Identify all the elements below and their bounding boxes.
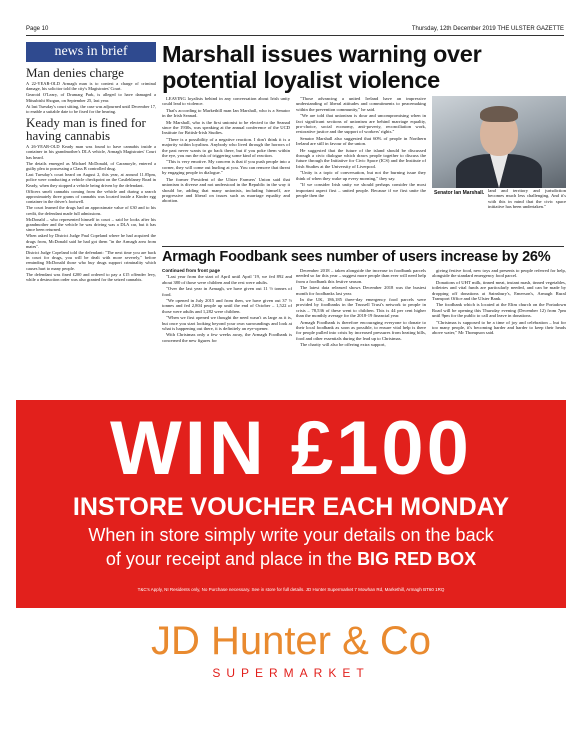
story-paragraph: "This is very emotive. My concern is that if you push people into a corner, they will come out hurling at you. You can remove that threat by engaging people in dialogue." (162, 159, 290, 176)
story-paragraph: "We are told that unionism is dour and uncompromising when in fact significant sections of unionism are behind marriage equality, pro-choice, social economy, anti-poverty, reconciliation work, restorative justice and the support of workers' rights." (296, 113, 426, 135)
logo-name: JD Hunter & Co (150, 619, 432, 663)
brief-paragraph: Last Tuesday's court heard on August 2, this year, at around 11.05pm, police were conducting a vehicle checkpoint on the Castleblaney Road in Keady, when they stopped a vehicle being driven by the defendant. (26, 172, 156, 188)
story-paragraph: The former President of the Ulster Farmers' Union said that unionism is diverse and not understood in the Republic in the way it should be, adding that many unionists, including himself, are progressive and liberal on issues such as marriage equality and abortion. (162, 176, 290, 204)
brief-paragraph: McDonald – who represented himself in court – said he looks after his grandmother and the vehicle he was driving was a DLA car, but it has since been returned. (26, 216, 156, 233)
brief-paragraph: The court learned the drugs had an approximate value of £30 and to his credit, the defendant made full admissions. (26, 205, 156, 216)
voucher-advert (16, 400, 566, 608)
news-in-brief-title: news in brief (26, 42, 156, 62)
date-line: Thursday, 12th December 2019 THE ULSTER GAZETTE (411, 26, 564, 32)
foodbank-col2 (296, 268, 426, 402)
story-paragraph: land and territory and jurisdiction becomes much less challenging. And it's with this in mind that the civic space initiative has been undertaken." (488, 188, 566, 210)
photo-caption: Senator Ian Marshall. (434, 190, 485, 196)
story-paragraph: The latest data released shows December 2018 was the busiest month for foodbanks last year. (296, 285, 426, 296)
brief-paragraph: Officers smelt cannabis coming from the vehicle and during a search approximately three grams of cannabis was located inside a Kinder egg container in the driver's footwell. (26, 188, 156, 205)
story-paragraph: giving festive food, new toys and presents to people referred for help, alongside the standard emergency food parcel. (432, 268, 566, 279)
story-paragraph: "Christmas is supposed to be a time of joy and celebration – but for too many people, it's becoming harder and harder to keep their heads above water," Mr Thompson said. (432, 319, 566, 336)
story-paragraph: He suggested that the future of the island should be discussed through a civic dialogue which draws people together to discuss the future through the Initiative for Civic Space (ICS) and the Institute of Irish Studies at the University of Liverpool. (296, 147, 426, 169)
story-paragraph: "Over the last year in Armagh, we have given out 11 ½ tonnes of food. (162, 286, 292, 297)
ad-big-red-box: BIG RED BOX (357, 549, 477, 569)
story-paragraph: Senator Marshall also suggested that 60% of people in Northern Ireland are still in favour of the union. (296, 135, 426, 147)
continued-label: Continued from front page (162, 268, 220, 273)
page-number: Page 10 (26, 26, 49, 32)
story-paragraph: The foodbank which is located at the Elim church on the Portadown Road will be opening this Thursday evening (December 12) from 7pm until 9pm for the public to call and leave in donations. (432, 302, 566, 319)
brief-paragraph: District Judge Copeland told the defendant: "The next time you are back in court for drugs, you will be dealt with more severely," before reminding McDonald those who buy drugs support criminality which causes hurt to many people. (26, 250, 156, 271)
story-paragraph: With Christmas only a few weeks away, the Armagh Foodbank is concerned the new figures for (162, 332, 292, 343)
main-headline: Marshall issues warning over potential loyalist violence (162, 41, 482, 93)
brief-paragraph: The details emerged as Michael McDonald, of Caramoyle, entered a guilty plea to possessing a Class B controlled drug. (26, 160, 156, 172)
story-paragraph: In the UK, 186,185 three-day emergency food parcels were provided by foodbanks in the Trussell Trust's network to people in crisis – 78,536 of these went to children. This is 44 per cent higher than the monthly average for the 2018-19 financial year. (296, 297, 426, 319)
main-story-col1 (162, 96, 290, 246)
story-paragraph: "When we first opened we thought the need wasn't as large as it is, but once you start looking beyond your own surroundings and look at what is happening out there, it is definitely an eye-opener. (162, 315, 292, 332)
brief-paragraph: The defendant was fined £200 and ordered to pay a £15 offender levy, while a destruction order was also granted for the seized cannabis. (26, 271, 156, 283)
brief-headline: Keady man is fined for having cannabis (26, 115, 146, 144)
ad-instruction-line1: When in store simply write your details on the back (88, 525, 494, 545)
foodbank-col1 (162, 268, 292, 402)
brief-paragraph: When asked by District Judge Paul Copeland where he had acquired the drugs from, McDonald said he had got them "in the Armagh area from mates". (26, 233, 156, 249)
ad-line2-text: of your receipt and place in the (105, 549, 358, 569)
brief-paragraph: Gearoid O'Leary, of Drumarg Park, is alleged to have damaged a Mitsubishi Shogun, on September 25, last year. (26, 92, 156, 103)
ad-win-headline: WIN £100 (110, 406, 472, 491)
story-paragraph: LEAVING loyalists behind in any conversation about Irish unity could lead to violence. (162, 96, 290, 107)
brief-paragraph: A 26-YEAR-OLD Keady man was found to have cannabis inside a container in his grandmother's DLA vehicle, Armagh Magistrates' Court has heard. (26, 144, 156, 160)
story-paragraph: That's according to Markethill man Ian Marshall, who is a Senator in the Irish Seanad. (162, 107, 290, 119)
story-paragraph: December 2018 – taken alongside the increase in foodbank parcels needed so far this year – suggest more people than ever will need help from a foodbank this festive season. (296, 268, 426, 284)
logo-subtitle: SUPERMARKET (212, 666, 370, 680)
story-paragraph: "There is a possibility of a negative reaction. I don't think it is a majority within loyalism. Anybody who lived through the horrors of the past never wants to go back there, but if you poke them within the eye, you run the risk of triggering some kind of reaction. (162, 136, 290, 159)
story-paragraph: "If we consider Irish unity we should perhaps consider the most important aspect first – united people. Because if we first unite the people then the (296, 182, 426, 198)
main-story-col2 (296, 96, 426, 246)
header-rule (26, 35, 564, 36)
section-rule (162, 246, 564, 247)
ad-instruction-line2 (16, 548, 566, 570)
foodbank-headline: Armagh Foodbank sees number of users increase by 26% (162, 249, 551, 265)
senator-photo (432, 96, 566, 188)
brief-headline: Man denies charge (26, 65, 124, 80)
jd-hunter-logo (16, 608, 566, 726)
news-in-brief-column (26, 64, 156, 400)
story-paragraph: The charity will also be offering extra support, (300, 342, 386, 348)
story-paragraph: Donations of UHT milk, tinned meat, instant mash, tinned vegetables, toiletries and vital funds are particularly needed, and can be made by dropping off donations at Sainsbury's, Emerson's, Armagh Rural Transport Office and the Ulster Bank. (432, 279, 566, 302)
brief-paragraph: At last Tuesday's court sitting, the case was adjourned until December 17, to enable a suitable date to be fixed for the hearing. (26, 103, 156, 115)
photo-hair (480, 106, 518, 122)
page-header (26, 26, 564, 38)
story-paragraph: Mr Marshall, who is the first unionist to be elected to the Seanad since the 1930s, was speaking at the annual conference of the UCD Institute for British-Irish Studies. (162, 119, 290, 136)
brief-paragraph: A 22-YEAR-OLD Armagh man is to contest a charge of criminal damage, his solicitor told the city's Magistrates' Court. (26, 81, 156, 92)
story-paragraph: "Those advancing a united Ireland have an impressive understanding of liberal attitudes and commitments to peacemaking within the prevention community," he said. (296, 96, 426, 112)
story-paragraph: "Unity is a topic of conversation, but not the burning issue they think of when they wake up every morning," they say. (296, 170, 426, 181)
story-paragraph: Armagh Foodbank is therefore encouraging everyone to donate to their local foodbank as soon as possible, to ensure vital help is there for people pulled into crisis by increased pressures from heating bills, food and other essentials during the lead up to Christmas. (296, 319, 426, 341)
ad-terms: T&C's Apply, NI Residents only, No Purchase necessary. See in store for full details. JD Hunter Supermarket 7 Mowhan Rd, Markethill, Armagh BT60 1RQ (137, 587, 445, 592)
ad-instore-line: INSTORE VOUCHER EACH MONDAY (72, 493, 510, 521)
main-story-col3 (488, 188, 566, 246)
story-paragraph: "Last year from the start of April until April '19, we fed 892 and about 380 of those were children and the rest were adults. (162, 274, 292, 285)
foodbank-col3 (432, 268, 566, 402)
story-paragraph: "We opened in July 2015 and from then, we have given out 37 ½ tonnes and fed 2,804 people up until the end of October – 1,522 of those were adults and 1,282 were children. (162, 298, 292, 314)
